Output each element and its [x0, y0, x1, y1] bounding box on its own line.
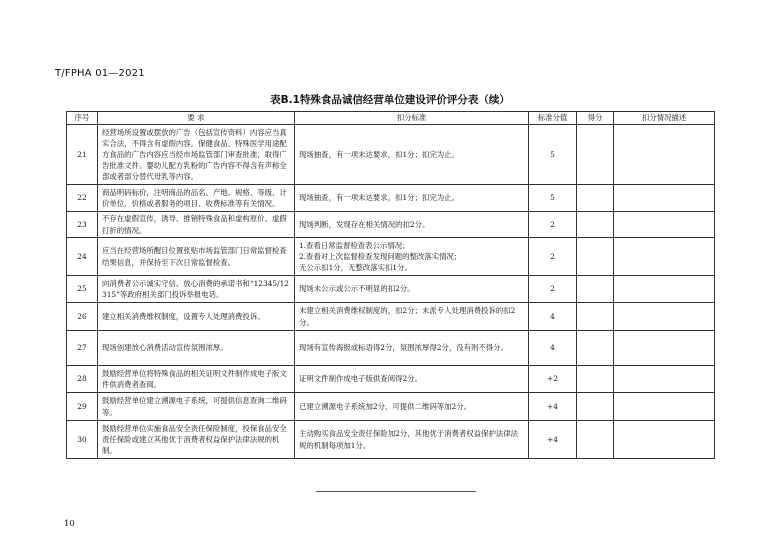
row-number: 30 — [67, 421, 98, 459]
row-standard-score: 5 — [529, 125, 577, 185]
col-header-deduction-notes: 扣分情况描述 — [614, 112, 715, 125]
table-row — [67, 303, 715, 331]
criteria-line: 无公示扣1分，无整改落实扣1分。 — [299, 263, 412, 273]
col-header-no: 序号 — [67, 112, 98, 125]
row-requirement: 不存在虚假宣传，诱导、推销特殊食品和虚构原价、虚假打折的情况。 — [98, 212, 295, 238]
row-requirement: 建立相关消费维权制度，设置专人处理消费投诉。 — [98, 303, 295, 331]
table-row — [67, 393, 715, 421]
col-header-requirement: 要 求 — [98, 112, 295, 125]
standard-code: T/FPHA 01—2021 — [55, 68, 145, 79]
row-deduction-notes-cell — [614, 331, 715, 366]
row-requirement: 向消费者公示诚实守信、放心消费的承诺书和“12345/12315”等政府相关部门投诉举报电话。 — [98, 276, 295, 303]
evaluation-table — [66, 111, 715, 459]
row-score-cell — [577, 331, 614, 366]
row-number: 27 — [67, 331, 98, 366]
table-row — [67, 276, 715, 303]
row-number: 25 — [67, 276, 98, 303]
row-requirement: 商品明码标价，注明商品的品名、产地、规格、等级、计价单位、价格或者服务的项目、收费标准等有关情况。 — [98, 185, 295, 212]
footer-divider — [316, 491, 476, 492]
row-standard-score: 2 — [529, 276, 577, 303]
row-number: 26 — [67, 303, 98, 331]
row-score-cell — [577, 421, 614, 459]
table-row — [67, 185, 715, 212]
table-row — [67, 212, 715, 238]
row-standard-score: +2 — [529, 366, 577, 393]
row-criteria: 证明文件制作成电子版供查阅得2分。 — [295, 366, 529, 393]
row-standard-score: 5 — [529, 185, 577, 212]
row-standard-score: 4 — [529, 303, 577, 331]
row-deduction-notes-cell — [614, 303, 715, 331]
row-requirement: 鼓励经营单位建立溯源电子系统，可提供信息查询二维码等。 — [98, 393, 295, 421]
row-criteria: 现场抽查，有一项未达要求，扣1分；扣完为止。 — [295, 125, 529, 185]
row-standard-score: 2 — [529, 212, 577, 238]
col-header-standard-score: 标准分值 — [529, 112, 577, 125]
table-header-row — [67, 112, 715, 125]
row-requirement: 鼓励经营单位实施食品安全责任保险制度，投保食品安全责任保险或建立其他优于消费者权益保护法律法规的机制。 — [98, 421, 295, 459]
row-number: 23 — [67, 212, 98, 238]
row-criteria: 已建立溯源电子系统加2分，可提供二维码等加2分。 — [295, 393, 529, 421]
row-deduction-notes-cell — [614, 212, 715, 238]
table-row — [67, 366, 715, 393]
row-deduction-notes-cell — [614, 393, 715, 421]
row-criteria: 现场判断，发现存在相关情况的扣2分。 — [295, 212, 529, 238]
row-number: 22 — [67, 185, 98, 212]
col-header-score: 得分 — [577, 112, 614, 125]
row-number: 21 — [67, 125, 98, 185]
row-standard-score: 2 — [529, 238, 577, 276]
row-requirement: 经营场所设置或摆放的广告（包括宣传资料）内容应当真实合法，不得含有虚假内容。保健食品、特殊医学用途配方食品的广告内容应当经市场监管部门审查批准，取得广告批准文件。婴幼儿配方乳粉的广告内容不得含有声称全部或者部分替代母乳等内容。 — [98, 125, 295, 185]
table-row — [67, 421, 715, 459]
row-deduction-notes-cell — [614, 366, 715, 393]
row-criteria — [295, 238, 529, 276]
row-score-cell — [577, 303, 614, 331]
row-score-cell — [577, 185, 614, 212]
row-criteria: 现场有宣传海报或标语得2分，氛围浓厚得2分，没有则不得分。 — [295, 331, 529, 366]
row-number: 29 — [67, 393, 98, 421]
row-score-cell — [577, 276, 614, 303]
row-number: 28 — [67, 366, 98, 393]
row-deduction-notes-cell — [614, 125, 715, 185]
page-number: 10 — [64, 519, 75, 529]
row-criteria: 主动购买食品安全责任保险加2分，其他优于消费者权益保护法律法规的机制每项加1分。 — [295, 421, 529, 459]
row-criteria: 未建立相关消费维权制度的，扣2分；未派专人处理消费投诉的扣2分。 — [295, 303, 529, 331]
row-deduction-notes-cell — [614, 276, 715, 303]
row-score-cell — [577, 366, 614, 393]
criteria-line: 1.查看日常监督检查表公示情况； — [299, 240, 410, 250]
row-requirement: 现场创建放心消费活动宣传氛围浓厚。 — [98, 331, 295, 366]
table-row — [67, 125, 715, 185]
row-score-cell — [577, 125, 614, 185]
row-requirement: 应当在经营场所醒目位置张贴市场监管部门日常监督检查结果信息，并保持至下次日常监督检查。 — [98, 238, 295, 276]
row-criteria: 现场未公示或公示不明显的扣2分。 — [295, 276, 529, 303]
row-score-cell — [577, 212, 614, 238]
table-title: 表B.1特殊食品诚信经营单位建设评价评分表（续） — [270, 94, 510, 106]
row-deduction-notes-cell — [614, 421, 715, 459]
row-deduction-notes-cell — [614, 238, 715, 276]
row-standard-score: +4 — [529, 393, 577, 421]
criteria-line: 2.查看对上次监督检查发现问题的整改落实情况； — [299, 251, 462, 261]
table-row — [67, 238, 715, 276]
row-score-cell — [577, 238, 614, 276]
row-standard-score: +4 — [529, 421, 577, 459]
row-criteria: 现场抽查，有一项未达要求，扣1分；扣完为止。 — [295, 185, 529, 212]
row-deduction-notes-cell — [614, 185, 715, 212]
col-header-criteria: 扣分标准 — [295, 112, 529, 125]
row-number: 24 — [67, 238, 98, 276]
row-requirement: 鼓励经营单位将特殊食品的相关证明文件制作成电子版文件供消费者查阅。 — [98, 366, 295, 393]
table-row — [67, 331, 715, 366]
row-score-cell — [577, 393, 614, 421]
row-standard-score: 4 — [529, 331, 577, 366]
